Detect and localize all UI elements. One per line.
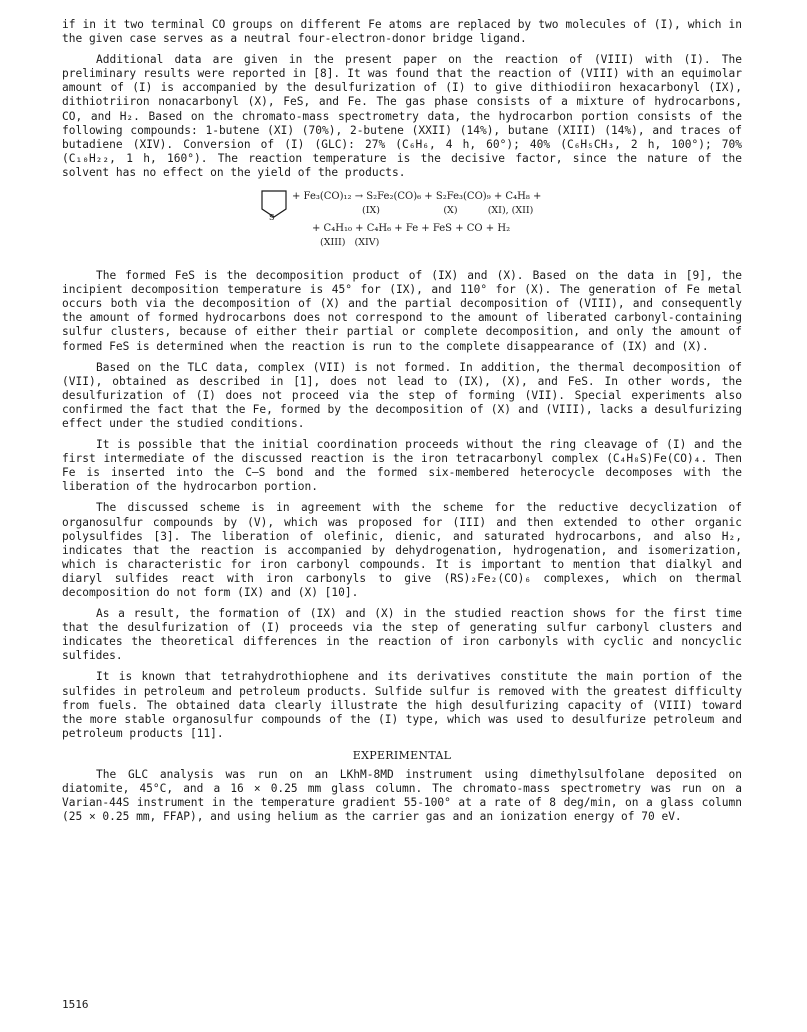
paragraph: if in it two terminal CO groups on different Fe atoms are replaced by two molecules of (I), which in the given case serves as a neutral four-electron-donor bridge ligand. [62,18,742,46]
paragraph: The formed FeS is the decomposition product of (IX) and (X). Based on the data in [9], the incipient decomposition temperature is 45° for (IX), and 110° for (X). The generation of Fe metal occurs both via the decomposition of (X) and the partial decomposition of (VIII), and consequently the amount of formed hydrocarbons does not correspond to the amount of liberated carbonyl-containing sulfur clusters, because of either their partial or complete decomposition, and only the amount of formed FeS is determined when the reaction is run to the complete disappearance of (IX) and (X). [62,269,742,353]
paragraph: It is known that tetrahydrothiophene and its derivatives constitute the main portion of the sulfides in petroleum and petroleum products. Sulfide sulfur is removed with the greatest difficulty from fuels. The obtained data clearly illustrate the high desulfurizing capacity of (VIII) toward the more stable organosulfur compounds of the (I) type, which was used to desulfurize petroleum and petroleum products [11]. [62,670,742,740]
article-body [62,18,742,831]
paragraph: Additional data are given in the present paper on the reaction of (VIII) with (I). The preliminary results were reported in [8]. It was found that the reaction of (VIII) with an equimolar amount of (I) is accompanied by the desulfurization of (I) to give dithiodiiron hexacarbonyl (IX), dithiotriiron nonacarbonyl (X), FeS, and Fe. The gas phase consists of a mixture of hydrocarbons, CO, and H₂. Based on the chromato-mass spectrometry data, the hydrocarbon portion consists of the following compounds: 1-butene (XI) (70%), 2-butene (XXII) (14%), butane (XIII) (14%), and traces of butadiene (XIV). Conversion of (I) (GLC): 27% (C₆H₆, 4 h, 60°); 40% (C₆H₅CH₃, 2 h, 100°); 70% (C₁₀H₂₂, 1 h, 160°). The reaction temperature is the decisive factor, since the nature of the solvent has no effect on the yield of the products. [62,53,742,179]
reaction-scheme [62,187,742,261]
ring-heteroatom-label: S [269,213,275,223]
paragraph: The GLC analysis was run on an LKhM-8MD instrument using dimethylsulfolane deposited on diatomite, 45°C, and a 16 × 0.25 mm glass column. The chromato-mass spectrometry was run on a Varian-44S instrument in the temperature gradient 55-100° at a rate of 8 deg/min, on a glass column (25 × 0.25 mm, FFAP), and using helium as the carrier gas and an ionization energy of 70 eV. [62,767,742,824]
reaction-compound-labels-1: (IX) (X) (XI), (XII) [362,205,534,217]
page-number: 1516 [62,998,89,1011]
paragraph: As a result, the formation of (IX) and (X) in the studied reaction shows for the first time that the desulfurization of (I) proceeds via the step of generating sulfur carbonyl clusters and indicates the theoretical differences in the reaction of iron carbonyls with cyclic and noncyclic sulfides. [62,607,742,663]
tetrahydrothiophene-ring-icon [258,187,292,221]
reaction-equation-line-2: + C₄H₁₀ + C₄H₆ + Fe + FeS + CO + H₂ [312,223,511,235]
reaction-equation-line-1: + Fe₃(CO)₁₂ → S₂Fe₂(CO)₆ + S₂Fe₃(CO)₉ + C₄H₈ + [292,191,542,203]
reaction-compound-labels-2: (XIII) (XIV) [320,237,380,249]
paragraph: The discussed scheme is in agreement with the scheme for the reductive decyclization of organosulfur compounds by (V), which was proposed for (III) and then extended to other organic polysulfides [3]. The liberation of olefinic, dienic, and saturated hydrocarbons, and also H₂, indicates that the reaction is accompanied by dehydrogenation, hydrogenation, and isomerization, which is characteristic for iron carbonyl compounds. It is important to mention that dialkyl and diaryl sulfides react with iron carbonyls to give (RS)₂Fe₂(CO)₆ complexes, which on thermal decomposition do not form (IX) and (X) [10]. [62,501,742,599]
section-heading: EXPERIMENTAL [352,748,452,762]
paragraph: It is possible that the initial coordination proceeds without the ring cleavage of (I) and the first intermediate of the discussed reaction is the iron tetracarbonyl complex (C₄H₈S)Fe(CO)₄. Then Fe is inserted into the C–S bond and the formed six-membered heterocycle decomposes with the liberation of the hydrocarbon portion. [62,438,742,494]
paragraph: Based on the TLC data, complex (VII) is not formed. In addition, the thermal decomposition of (VII), obtained as described in [1], does not lead to (IX), (X), and FeS. In other words, the desulfurization of (I) does not proceed via the step of forming (VII). Special experiments also confirmed the fact that the Fe, formed by the decomposition of (X) and (VIII), lacks a desulfurizing effect under the studied conditions. [62,360,742,430]
